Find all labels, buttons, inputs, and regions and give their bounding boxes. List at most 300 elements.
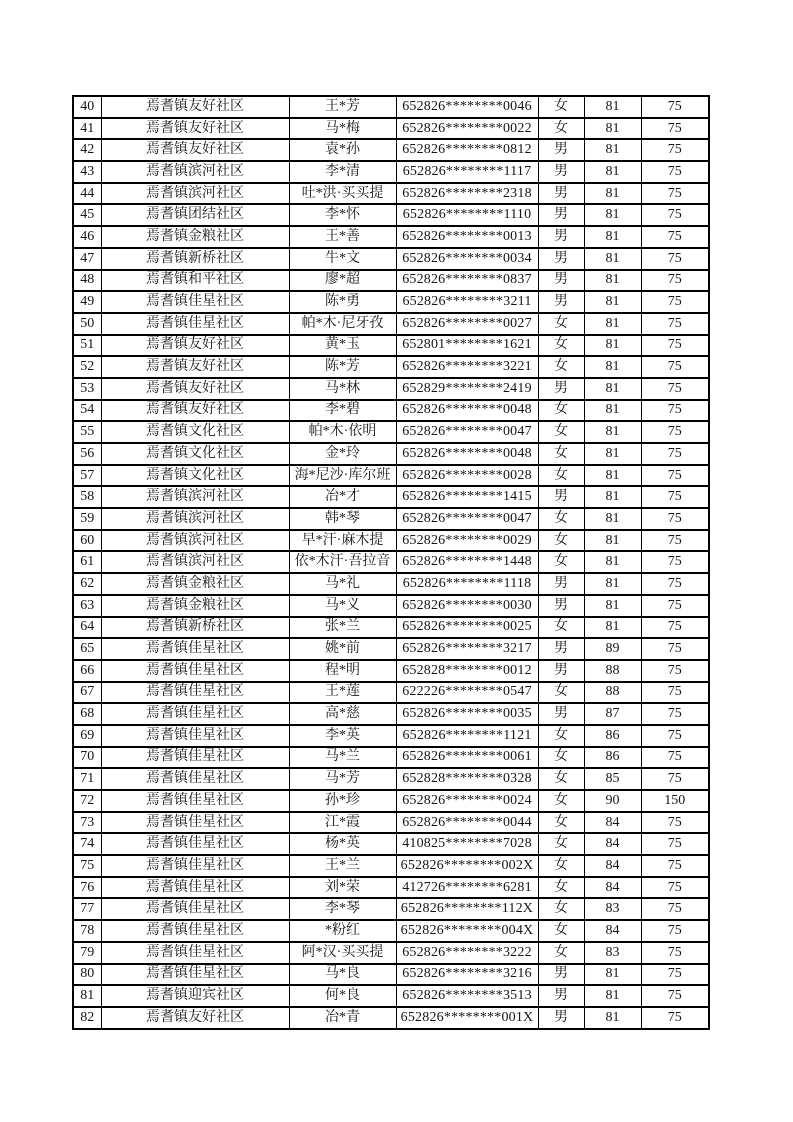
cell-gender: 女 <box>538 682 584 704</box>
cell-age: 81 <box>584 530 641 552</box>
cell-community: 焉耆镇迎宾社区 <box>101 985 289 1007</box>
table-row <box>73 356 709 378</box>
cell-gender: 男 <box>538 595 584 617</box>
cell-gender: 女 <box>538 508 584 530</box>
cell-row-number: 58 <box>73 486 101 508</box>
cell-community: 焉耆镇佳星社区 <box>101 660 289 682</box>
table-row <box>73 898 709 920</box>
cell-row-number: 62 <box>73 573 101 595</box>
cell-amount: 75 <box>641 725 709 747</box>
cell-id-number: 652826********1118 <box>396 573 538 595</box>
cell-row-number: 61 <box>73 551 101 573</box>
cell-row-number: 69 <box>73 725 101 747</box>
cell-amount: 75 <box>641 573 709 595</box>
cell-id-number: 412726********6281 <box>396 877 538 899</box>
cell-age: 88 <box>584 660 641 682</box>
cell-amount: 75 <box>641 378 709 400</box>
cell-amount: 75 <box>641 400 709 422</box>
table-row <box>73 855 709 877</box>
cell-row-number: 40 <box>73 96 101 118</box>
cell-row-number: 78 <box>73 920 101 942</box>
cell-name: 陈*芳 <box>289 356 396 378</box>
cell-amount: 75 <box>641 139 709 161</box>
cell-name: 马*良 <box>289 964 396 986</box>
cell-gender: 男 <box>538 1007 584 1029</box>
cell-gender: 男 <box>538 985 584 1007</box>
cell-age: 81 <box>584 421 641 443</box>
cell-community: 焉耆镇友好社区 <box>101 356 289 378</box>
table-row <box>73 660 709 682</box>
cell-age: 81 <box>584 204 641 226</box>
cell-community: 焉耆镇佳星社区 <box>101 725 289 747</box>
table-row <box>73 617 709 639</box>
cell-name: 帕*木·尼牙孜 <box>289 313 396 335</box>
cell-age: 81 <box>584 400 641 422</box>
cell-name: 早*汗·麻木提 <box>289 530 396 552</box>
cell-id-number: 652826********0025 <box>396 617 538 639</box>
cell-name: 马*林 <box>289 378 396 400</box>
cell-id-number: 652826********1121 <box>396 725 538 747</box>
cell-name: 孙*珍 <box>289 790 396 812</box>
cell-name: 李*碧 <box>289 400 396 422</box>
cell-age: 81 <box>584 270 641 292</box>
cell-age: 81 <box>584 139 641 161</box>
cell-id-number: 652826********001X <box>396 1007 538 1029</box>
cell-id-number: 652826********2318 <box>396 183 538 205</box>
cell-amount: 75 <box>641 443 709 465</box>
cell-gender: 男 <box>538 248 584 270</box>
cell-amount: 75 <box>641 248 709 270</box>
table-row <box>73 703 709 725</box>
cell-id-number: 652826********1110 <box>396 204 538 226</box>
cell-community: 焉耆镇滨河社区 <box>101 530 289 552</box>
cell-name: 吐*洪·买买提 <box>289 183 396 205</box>
cell-id-number: 652826********0027 <box>396 313 538 335</box>
cell-id-number: 652826********0047 <box>396 421 538 443</box>
cell-age: 81 <box>584 617 641 639</box>
cell-age: 89 <box>584 638 641 660</box>
cell-community: 焉耆镇佳星社区 <box>101 768 289 790</box>
cell-name: 陈*勇 <box>289 291 396 313</box>
cell-gender: 男 <box>538 204 584 226</box>
cell-gender: 女 <box>538 898 584 920</box>
cell-community: 焉耆镇佳星社区 <box>101 291 289 313</box>
cell-gender: 女 <box>538 465 584 487</box>
cell-community: 焉耆镇友好社区 <box>101 118 289 140</box>
cell-amount: 150 <box>641 790 709 812</box>
cell-row-number: 43 <box>73 161 101 183</box>
cell-id-number: 652826********112X <box>396 898 538 920</box>
cell-gender: 男 <box>538 183 584 205</box>
table-row <box>73 812 709 834</box>
cell-age: 90 <box>584 790 641 812</box>
cell-gender: 女 <box>538 335 584 357</box>
cell-community: 焉耆镇滨河社区 <box>101 183 289 205</box>
cell-gender: 女 <box>538 877 584 899</box>
cell-id-number: 622226********0547 <box>396 682 538 704</box>
table-row <box>73 964 709 986</box>
cell-amount: 75 <box>641 226 709 248</box>
cell-community: 焉耆镇金粮社区 <box>101 573 289 595</box>
cell-name: 杨*英 <box>289 833 396 855</box>
cell-gender: 男 <box>538 703 584 725</box>
table-row <box>73 768 709 790</box>
cell-gender: 男 <box>538 270 584 292</box>
cell-amount: 75 <box>641 768 709 790</box>
cell-name: 马*义 <box>289 595 396 617</box>
cell-row-number: 76 <box>73 877 101 899</box>
table-row <box>73 725 709 747</box>
cell-id-number: 410825********7028 <box>396 833 538 855</box>
table-row <box>73 682 709 704</box>
cell-id-number: 652826********0061 <box>396 747 538 769</box>
cell-amount: 75 <box>641 595 709 617</box>
cell-id-number: 652826********002X <box>396 855 538 877</box>
cell-name: 何*良 <box>289 985 396 1007</box>
cell-row-number: 67 <box>73 682 101 704</box>
cell-gender: 女 <box>538 421 584 443</box>
cell-name: 阿*汉·买买提 <box>289 942 396 964</box>
cell-name: 王*兰 <box>289 855 396 877</box>
cell-amount: 75 <box>641 421 709 443</box>
cell-gender: 男 <box>538 378 584 400</box>
cell-amount: 75 <box>641 508 709 530</box>
cell-id-number: 652826********0034 <box>396 248 538 270</box>
table-body <box>73 96 709 1029</box>
cell-amount: 75 <box>641 465 709 487</box>
cell-amount: 75 <box>641 161 709 183</box>
cell-gender: 男 <box>538 573 584 595</box>
cell-id-number: 652826********0048 <box>396 443 538 465</box>
cell-row-number: 70 <box>73 747 101 769</box>
cell-amount: 75 <box>641 985 709 1007</box>
cell-name: 李*琴 <box>289 898 396 920</box>
cell-amount: 75 <box>641 335 709 357</box>
table-row <box>73 400 709 422</box>
cell-age: 83 <box>584 898 641 920</box>
cell-row-number: 41 <box>73 118 101 140</box>
cell-gender: 男 <box>538 660 584 682</box>
cell-age: 81 <box>584 335 641 357</box>
cell-amount: 75 <box>641 551 709 573</box>
table-row <box>73 96 709 118</box>
cell-id-number: 652826********0030 <box>396 595 538 617</box>
table-row <box>73 183 709 205</box>
cell-name: 帕*木·依明 <box>289 421 396 443</box>
cell-id-number: 652826********0024 <box>396 790 538 812</box>
cell-gender: 男 <box>538 964 584 986</box>
cell-id-number: 652826********0837 <box>396 270 538 292</box>
cell-amount: 75 <box>641 530 709 552</box>
cell-name: 海*尼沙·库尔班 <box>289 465 396 487</box>
table-row <box>73 942 709 964</box>
cell-amount: 75 <box>641 96 709 118</box>
cell-name: 马*梅 <box>289 118 396 140</box>
cell-id-number: 652826********0047 <box>396 508 538 530</box>
table-row <box>73 204 709 226</box>
table-row <box>73 421 709 443</box>
table-row <box>73 313 709 335</box>
cell-name: 廖*超 <box>289 270 396 292</box>
cell-name: 王*善 <box>289 226 396 248</box>
cell-age: 81 <box>584 226 641 248</box>
cell-row-number: 57 <box>73 465 101 487</box>
cell-name: 李*英 <box>289 725 396 747</box>
cell-amount: 75 <box>641 183 709 205</box>
cell-row-number: 47 <box>73 248 101 270</box>
cell-name: 金*玲 <box>289 443 396 465</box>
cell-id-number: 652826********0035 <box>396 703 538 725</box>
cell-amount: 75 <box>641 356 709 378</box>
cell-age: 86 <box>584 747 641 769</box>
cell-gender: 女 <box>538 920 584 942</box>
cell-gender: 男 <box>538 638 584 660</box>
cell-age: 81 <box>584 378 641 400</box>
cell-id-number: 652826********0812 <box>396 139 538 161</box>
cell-gender: 女 <box>538 443 584 465</box>
cell-community: 焉耆镇佳星社区 <box>101 877 289 899</box>
cell-name: 程*明 <box>289 660 396 682</box>
cell-gender: 女 <box>538 313 584 335</box>
cell-row-number: 81 <box>73 985 101 1007</box>
cell-age: 81 <box>584 964 641 986</box>
cell-id-number: 652826********3222 <box>396 942 538 964</box>
cell-age: 83 <box>584 942 641 964</box>
cell-gender: 女 <box>538 812 584 834</box>
cell-age: 81 <box>584 443 641 465</box>
cell-gender: 女 <box>538 942 584 964</box>
cell-row-number: 71 <box>73 768 101 790</box>
table-row <box>73 530 709 552</box>
cell-name: 高*慈 <box>289 703 396 725</box>
cell-id-number: 652826********1448 <box>396 551 538 573</box>
cell-community: 焉耆镇友好社区 <box>101 335 289 357</box>
cell-community: 焉耆镇友好社区 <box>101 139 289 161</box>
cell-row-number: 50 <box>73 313 101 335</box>
beneficiary-table <box>72 95 710 1030</box>
cell-amount: 75 <box>641 877 709 899</box>
table-row <box>73 378 709 400</box>
cell-name: 冶*青 <box>289 1007 396 1029</box>
cell-amount: 75 <box>641 703 709 725</box>
cell-gender: 女 <box>538 768 584 790</box>
cell-id-number: 652826********3513 <box>396 985 538 1007</box>
table-row <box>73 118 709 140</box>
cell-community: 焉耆镇滨河社区 <box>101 551 289 573</box>
cell-gender: 女 <box>538 617 584 639</box>
cell-row-number: 60 <box>73 530 101 552</box>
table-row <box>73 335 709 357</box>
cell-row-number: 54 <box>73 400 101 422</box>
cell-row-number: 72 <box>73 790 101 812</box>
cell-name: 马*兰 <box>289 747 396 769</box>
cell-amount: 75 <box>641 291 709 313</box>
cell-age: 81 <box>584 985 641 1007</box>
cell-community: 焉耆镇佳星社区 <box>101 812 289 834</box>
cell-gender: 女 <box>538 855 584 877</box>
cell-name: 李*怀 <box>289 204 396 226</box>
cell-id-number: 652826********3216 <box>396 964 538 986</box>
cell-id-number: 652826********3211 <box>396 291 538 313</box>
table-row <box>73 248 709 270</box>
table-row <box>73 638 709 660</box>
table-row <box>73 595 709 617</box>
cell-row-number: 53 <box>73 378 101 400</box>
cell-id-number: 652826********3221 <box>396 356 538 378</box>
cell-community: 焉耆镇佳星社区 <box>101 682 289 704</box>
table-row <box>73 790 709 812</box>
cell-community: 焉耆镇滨河社区 <box>101 508 289 530</box>
cell-row-number: 82 <box>73 1007 101 1029</box>
cell-age: 81 <box>584 291 641 313</box>
cell-gender: 男 <box>538 161 584 183</box>
cell-community: 焉耆镇友好社区 <box>101 378 289 400</box>
cell-name: 牛*文 <box>289 248 396 270</box>
cell-id-number: 652826********0048 <box>396 400 538 422</box>
cell-row-number: 49 <box>73 291 101 313</box>
cell-age: 81 <box>584 248 641 270</box>
cell-gender: 男 <box>538 291 584 313</box>
cell-gender: 女 <box>538 747 584 769</box>
cell-age: 81 <box>584 486 641 508</box>
cell-amount: 75 <box>641 118 709 140</box>
cell-amount: 75 <box>641 1007 709 1029</box>
cell-age: 81 <box>584 356 641 378</box>
cell-community: 焉耆镇友好社区 <box>101 1007 289 1029</box>
cell-community: 焉耆镇佳星社区 <box>101 855 289 877</box>
table-row <box>73 465 709 487</box>
cell-row-number: 55 <box>73 421 101 443</box>
cell-gender: 女 <box>538 530 584 552</box>
cell-age: 81 <box>584 1007 641 1029</box>
cell-community: 焉耆镇文化社区 <box>101 443 289 465</box>
cell-community: 焉耆镇佳星社区 <box>101 942 289 964</box>
table-row <box>73 139 709 161</box>
table-row <box>73 920 709 942</box>
cell-gender: 女 <box>538 790 584 812</box>
cell-age: 84 <box>584 877 641 899</box>
cell-row-number: 63 <box>73 595 101 617</box>
cell-community: 焉耆镇佳星社区 <box>101 833 289 855</box>
cell-gender: 女 <box>538 725 584 747</box>
cell-row-number: 75 <box>73 855 101 877</box>
cell-row-number: 44 <box>73 183 101 205</box>
cell-row-number: 59 <box>73 508 101 530</box>
cell-row-number: 68 <box>73 703 101 725</box>
cell-id-number: 652826********1117 <box>396 161 538 183</box>
cell-age: 84 <box>584 833 641 855</box>
cell-community: 焉耆镇团结社区 <box>101 204 289 226</box>
cell-age: 81 <box>584 465 641 487</box>
cell-gender: 男 <box>538 486 584 508</box>
cell-name: *粉红 <box>289 920 396 942</box>
cell-id-number: 652826********004X <box>396 920 538 942</box>
cell-name: 黄*玉 <box>289 335 396 357</box>
cell-gender: 女 <box>538 356 584 378</box>
cell-name: 马*芳 <box>289 768 396 790</box>
cell-name: 韩*琴 <box>289 508 396 530</box>
cell-community: 焉耆镇佳星社区 <box>101 920 289 942</box>
cell-age: 88 <box>584 682 641 704</box>
cell-id-number: 652828********0012 <box>396 660 538 682</box>
table-row <box>73 833 709 855</box>
cell-row-number: 79 <box>73 942 101 964</box>
cell-amount: 75 <box>641 204 709 226</box>
table-row <box>73 551 709 573</box>
cell-amount: 75 <box>641 747 709 769</box>
cell-id-number: 652826********0028 <box>396 465 538 487</box>
cell-community: 焉耆镇金粮社区 <box>101 226 289 248</box>
cell-id-number: 652826********0046 <box>396 96 538 118</box>
cell-row-number: 80 <box>73 964 101 986</box>
cell-row-number: 42 <box>73 139 101 161</box>
cell-amount: 75 <box>641 812 709 834</box>
table-row <box>73 226 709 248</box>
cell-community: 焉耆镇佳星社区 <box>101 638 289 660</box>
cell-row-number: 73 <box>73 812 101 834</box>
cell-community: 焉耆镇友好社区 <box>101 400 289 422</box>
cell-name: 李*清 <box>289 161 396 183</box>
cell-age: 81 <box>584 573 641 595</box>
cell-name: 马*礼 <box>289 573 396 595</box>
table-row <box>73 573 709 595</box>
cell-row-number: 77 <box>73 898 101 920</box>
cell-amount: 75 <box>641 313 709 335</box>
cell-row-number: 74 <box>73 833 101 855</box>
cell-amount: 75 <box>641 682 709 704</box>
cell-gender: 女 <box>538 833 584 855</box>
cell-row-number: 65 <box>73 638 101 660</box>
cell-age: 81 <box>584 161 641 183</box>
cell-row-number: 52 <box>73 356 101 378</box>
cell-age: 81 <box>584 508 641 530</box>
cell-name: 王*莲 <box>289 682 396 704</box>
cell-age: 81 <box>584 96 641 118</box>
cell-amount: 75 <box>641 898 709 920</box>
cell-community: 焉耆镇文化社区 <box>101 421 289 443</box>
cell-community: 焉耆镇佳星社区 <box>101 898 289 920</box>
table-row <box>73 443 709 465</box>
cell-gender: 男 <box>538 139 584 161</box>
cell-name: 袁*孙 <box>289 139 396 161</box>
cell-gender: 男 <box>538 226 584 248</box>
cell-age: 81 <box>584 551 641 573</box>
table-row <box>73 877 709 899</box>
cell-community: 焉耆镇金粮社区 <box>101 595 289 617</box>
cell-amount: 75 <box>641 617 709 639</box>
cell-amount: 75 <box>641 270 709 292</box>
cell-community: 焉耆镇佳星社区 <box>101 703 289 725</box>
cell-age: 84 <box>584 855 641 877</box>
cell-community: 焉耆镇佳星社区 <box>101 747 289 769</box>
cell-community: 焉耆镇佳星社区 <box>101 790 289 812</box>
table-row <box>73 161 709 183</box>
table-row <box>73 1007 709 1029</box>
cell-community: 焉耆镇滨河社区 <box>101 161 289 183</box>
cell-name: 江*霞 <box>289 812 396 834</box>
table-row <box>73 508 709 530</box>
cell-age: 87 <box>584 703 641 725</box>
cell-row-number: 48 <box>73 270 101 292</box>
cell-row-number: 46 <box>73 226 101 248</box>
cell-community: 焉耆镇文化社区 <box>101 465 289 487</box>
cell-id-number: 652826********0013 <box>396 226 538 248</box>
cell-id-number: 652826********3217 <box>396 638 538 660</box>
cell-age: 84 <box>584 920 641 942</box>
cell-community: 焉耆镇佳星社区 <box>101 313 289 335</box>
cell-community: 焉耆镇滨河社区 <box>101 486 289 508</box>
cell-amount: 75 <box>641 660 709 682</box>
